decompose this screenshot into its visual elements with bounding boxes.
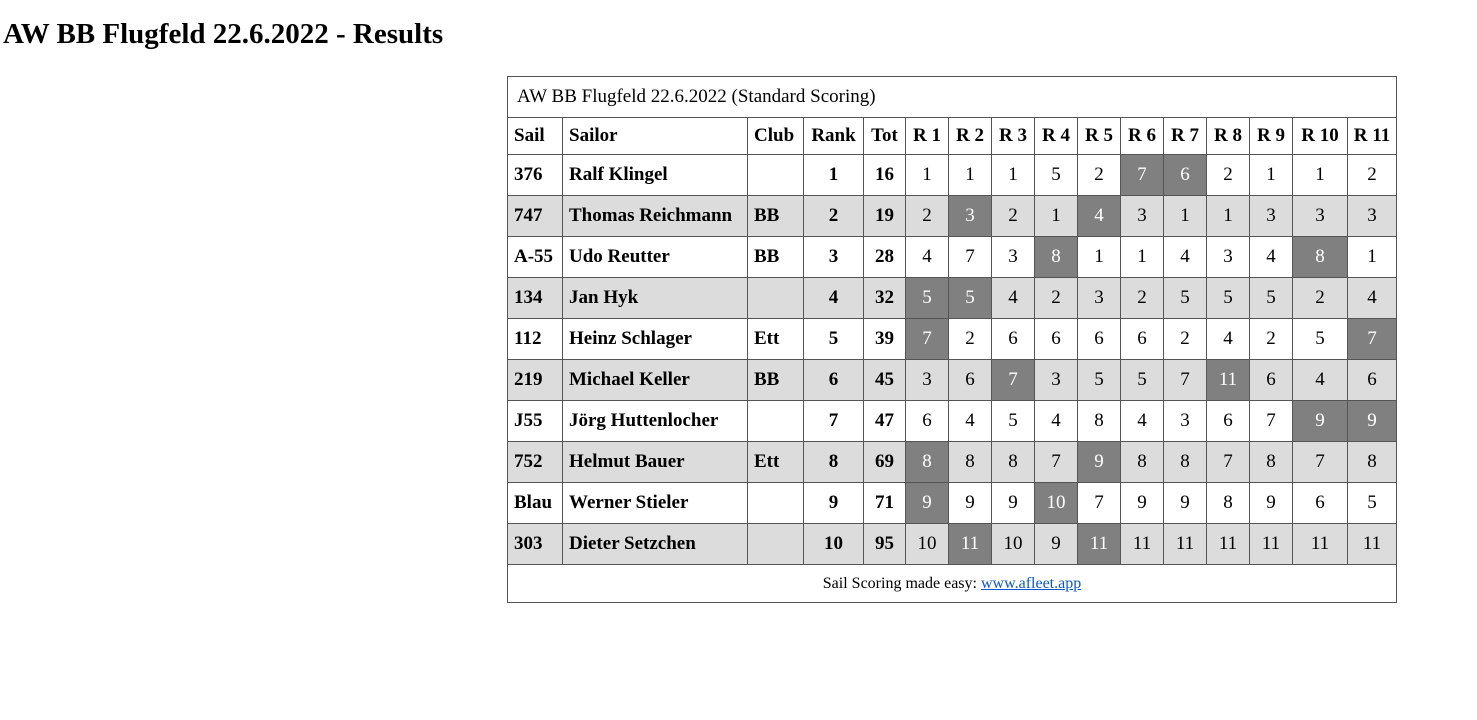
column-header: R 1 <box>906 118 949 155</box>
race-score: 10 <box>906 524 949 565</box>
sail-cell: 752 <box>508 442 563 483</box>
race-score: 8 <box>992 442 1035 483</box>
sailor-cell: Dieter Setzchen <box>563 524 748 565</box>
race-score: 2 <box>949 319 992 360</box>
race-score: 8 <box>1250 442 1293 483</box>
table-row <box>508 401 1397 442</box>
race-score: 9 <box>1164 483 1207 524</box>
page-title: AW BB Flugfeld 22.6.2022 - Results <box>3 18 444 50</box>
race-score: 5 <box>1164 278 1207 319</box>
sailor-cell: Heinz Schlager <box>563 319 748 360</box>
table-row <box>508 278 1397 319</box>
race-score-discarded: 9 <box>1348 401 1397 442</box>
column-header: R 3 <box>992 118 1035 155</box>
table-row <box>508 442 1397 483</box>
race-score-discarded: 8 <box>1035 237 1078 278</box>
table-row <box>508 155 1397 196</box>
rank-cell: 1 <box>804 155 864 196</box>
race-score-discarded: 10 <box>1035 483 1078 524</box>
race-score: 9 <box>1121 483 1164 524</box>
column-header: Tot <box>864 118 906 155</box>
table-row <box>508 483 1397 524</box>
sail-cell: 376 <box>508 155 563 196</box>
column-header: Club <box>748 118 804 155</box>
total-cell: 69 <box>864 442 906 483</box>
race-score: 6 <box>1207 401 1250 442</box>
column-header: R 8 <box>1207 118 1250 155</box>
race-score: 1 <box>1293 155 1348 196</box>
race-score: 5 <box>1250 278 1293 319</box>
rank-cell: 4 <box>804 278 864 319</box>
race-score-discarded: 6 <box>1164 155 1207 196</box>
race-score: 3 <box>1078 278 1121 319</box>
sail-cell: J55 <box>508 401 563 442</box>
race-score: 5 <box>1348 483 1397 524</box>
total-cell: 19 <box>864 196 906 237</box>
race-score: 6 <box>949 360 992 401</box>
race-score: 5 <box>1293 319 1348 360</box>
race-score: 3 <box>906 360 949 401</box>
race-score: 1 <box>1078 237 1121 278</box>
race-score: 5 <box>1207 278 1250 319</box>
race-score-discarded: 7 <box>1348 319 1397 360</box>
club-cell: Ett <box>748 319 804 360</box>
race-score: 4 <box>1207 319 1250 360</box>
race-score: 4 <box>1164 237 1207 278</box>
race-score: 9 <box>1035 524 1078 565</box>
sailor-cell: Helmut Bauer <box>563 442 748 483</box>
race-score-discarded: 8 <box>906 442 949 483</box>
race-score: 9 <box>949 483 992 524</box>
sail-cell: A-55 <box>508 237 563 278</box>
club-cell <box>748 483 804 524</box>
race-score-discarded: 7 <box>1121 155 1164 196</box>
column-header: Rank <box>804 118 864 155</box>
race-score: 7 <box>1250 401 1293 442</box>
race-score: 2 <box>1207 155 1250 196</box>
rank-cell: 6 <box>804 360 864 401</box>
total-cell: 95 <box>864 524 906 565</box>
race-score: 8 <box>1348 442 1397 483</box>
sailor-cell: Thomas Reichmann <box>563 196 748 237</box>
total-cell: 39 <box>864 319 906 360</box>
race-score: 1 <box>906 155 949 196</box>
race-score: 1 <box>1164 196 1207 237</box>
race-score: 8 <box>1164 442 1207 483</box>
afleet-link[interactable]: www.afleet.app <box>980 574 1082 592</box>
race-score: 3 <box>1121 196 1164 237</box>
rank-cell: 7 <box>804 401 864 442</box>
rank-cell: 10 <box>804 524 864 565</box>
race-score: 2 <box>1293 278 1348 319</box>
club-cell <box>748 401 804 442</box>
table-header-row <box>508 118 1397 155</box>
sailor-cell: Michael Keller <box>563 360 748 401</box>
race-score: 1 <box>992 155 1035 196</box>
race-score: 4 <box>1035 401 1078 442</box>
race-score: 8 <box>1121 442 1164 483</box>
sail-cell: 303 <box>508 524 563 565</box>
club-cell <box>748 155 804 196</box>
race-score: 4 <box>906 237 949 278</box>
race-score: 11 <box>1293 524 1348 565</box>
race-score: 5 <box>1121 360 1164 401</box>
column-header: R 10 <box>1293 118 1348 155</box>
race-score: 7 <box>1293 442 1348 483</box>
race-score: 7 <box>1164 360 1207 401</box>
race-score: 5 <box>1078 360 1121 401</box>
race-score: 5 <box>992 401 1035 442</box>
race-score: 10 <box>992 524 1035 565</box>
race-score-discarded: 9 <box>1078 442 1121 483</box>
race-score-discarded: 3 <box>949 196 992 237</box>
sailor-cell: Jan Hyk <box>563 278 748 319</box>
race-score-discarded: 11 <box>949 524 992 565</box>
sail-cell: 747 <box>508 196 563 237</box>
race-score-discarded: 5 <box>906 278 949 319</box>
sailor-cell: Ralf Klingel <box>563 155 748 196</box>
race-score: 6 <box>906 401 949 442</box>
table-footer <box>508 565 1397 603</box>
race-score: 3 <box>1250 196 1293 237</box>
race-score: 4 <box>1121 401 1164 442</box>
race-score: 2 <box>1164 319 1207 360</box>
race-score-discarded: 11 <box>1207 360 1250 401</box>
column-header: R 6 <box>1121 118 1164 155</box>
race-score-discarded: 9 <box>906 483 949 524</box>
race-score: 4 <box>1348 278 1397 319</box>
race-score: 6 <box>1121 319 1164 360</box>
sailor-cell: Udo Reutter <box>563 237 748 278</box>
race-score: 3 <box>992 237 1035 278</box>
column-header: Sailor <box>563 118 748 155</box>
race-score: 3 <box>1207 237 1250 278</box>
club-cell <box>748 524 804 565</box>
race-score-discarded: 9 <box>1293 401 1348 442</box>
race-score: 1 <box>1348 237 1397 278</box>
race-score: 4 <box>1250 237 1293 278</box>
race-score: 2 <box>992 196 1035 237</box>
rank-cell: 2 <box>804 196 864 237</box>
sailor-cell: Werner Stieler <box>563 483 748 524</box>
race-score-discarded: 5 <box>949 278 992 319</box>
race-score: 8 <box>949 442 992 483</box>
column-header: R 9 <box>1250 118 1293 155</box>
sail-cell: 134 <box>508 278 563 319</box>
race-score: 4 <box>1293 360 1348 401</box>
race-score: 6 <box>1035 319 1078 360</box>
rank-cell: 5 <box>804 319 864 360</box>
race-score: 7 <box>1035 442 1078 483</box>
race-score: 1 <box>1121 237 1164 278</box>
column-header: Sail <box>508 118 563 155</box>
race-score-discarded: 11 <box>1078 524 1121 565</box>
race-score: 6 <box>992 319 1035 360</box>
results-table <box>507 76 1397 603</box>
race-score: 7 <box>1207 442 1250 483</box>
race-score: 2 <box>1035 278 1078 319</box>
race-score: 9 <box>992 483 1035 524</box>
rank-cell: 8 <box>804 442 864 483</box>
race-score-discarded: 7 <box>906 319 949 360</box>
table-caption: AW BB Flugfeld 22.6.2022 (Standard Scoring) <box>508 77 1397 118</box>
race-score: 2 <box>1348 155 1397 196</box>
column-header: R 7 <box>1164 118 1207 155</box>
club-cell: BB <box>748 360 804 401</box>
race-score: 1 <box>949 155 992 196</box>
race-score: 2 <box>906 196 949 237</box>
race-score: 11 <box>1250 524 1293 565</box>
column-header: R 2 <box>949 118 992 155</box>
race-score: 8 <box>1207 483 1250 524</box>
rank-cell: 3 <box>804 237 864 278</box>
race-score: 6 <box>1078 319 1121 360</box>
race-score: 11 <box>1164 524 1207 565</box>
table-caption-row <box>508 77 1397 118</box>
race-score: 7 <box>1078 483 1121 524</box>
race-score-discarded: 4 <box>1078 196 1121 237</box>
table-row <box>508 237 1397 278</box>
sail-cell: Blau <box>508 483 563 524</box>
race-score: 2 <box>1121 278 1164 319</box>
club-cell <box>748 278 804 319</box>
total-cell: 16 <box>864 155 906 196</box>
column-header: R 5 <box>1078 118 1121 155</box>
race-score: 3 <box>1348 196 1397 237</box>
total-cell: 71 <box>864 483 906 524</box>
race-score-discarded: 8 <box>1293 237 1348 278</box>
column-header: R 11 <box>1348 118 1397 155</box>
total-cell: 28 <box>864 237 906 278</box>
sailor-cell: Jörg Huttenlocher <box>563 401 748 442</box>
club-cell: BB <box>748 237 804 278</box>
race-score-discarded: 7 <box>992 360 1035 401</box>
column-header: R 4 <box>1035 118 1078 155</box>
race-score: 11 <box>1348 524 1397 565</box>
race-score: 6 <box>1250 360 1293 401</box>
table-row <box>508 196 1397 237</box>
footer-text: Sail Scoring made easy: <box>822 574 981 592</box>
total-cell: 32 <box>864 278 906 319</box>
race-score: 6 <box>1293 483 1348 524</box>
sail-cell: 112 <box>508 319 563 360</box>
sail-cell: 219 <box>508 360 563 401</box>
race-score: 8 <box>1078 401 1121 442</box>
rank-cell: 9 <box>804 483 864 524</box>
club-cell: Ett <box>748 442 804 483</box>
race-score: 2 <box>1250 319 1293 360</box>
race-score: 4 <box>992 278 1035 319</box>
race-score: 11 <box>1207 524 1250 565</box>
race-score: 3 <box>1293 196 1348 237</box>
race-score: 1 <box>1207 196 1250 237</box>
race-score: 1 <box>1250 155 1293 196</box>
race-score: 3 <box>1035 360 1078 401</box>
race-score: 3 <box>1164 401 1207 442</box>
race-score: 4 <box>949 401 992 442</box>
total-cell: 45 <box>864 360 906 401</box>
race-score: 9 <box>1250 483 1293 524</box>
total-cell: 47 <box>864 401 906 442</box>
table-row <box>508 524 1397 565</box>
race-score: 2 <box>1078 155 1121 196</box>
club-cell: BB <box>748 196 804 237</box>
table-row <box>508 319 1397 360</box>
race-score: 5 <box>1035 155 1078 196</box>
race-score: 7 <box>949 237 992 278</box>
table-footer-row <box>508 565 1397 603</box>
race-score: 11 <box>1121 524 1164 565</box>
table-row <box>508 360 1397 401</box>
race-score: 6 <box>1348 360 1397 401</box>
race-score: 1 <box>1035 196 1078 237</box>
